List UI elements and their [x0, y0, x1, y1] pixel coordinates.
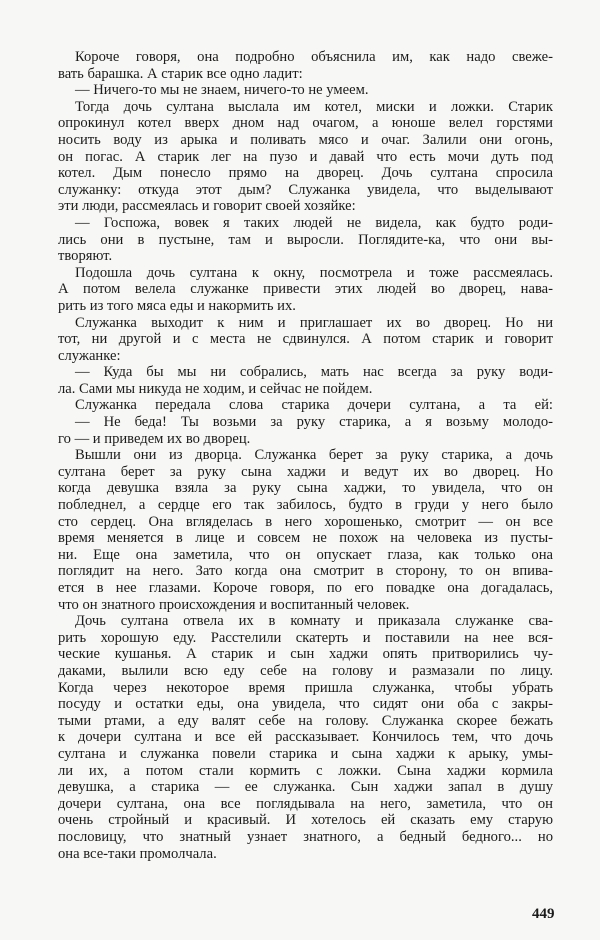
- paragraph: [58, 447, 553, 613]
- paragraph: [58, 215, 553, 265]
- paragraph: [58, 613, 553, 862]
- text-line: очень стройный и красивый. И хотелось ей сказать ему старую: [58, 812, 553, 829]
- text-line: она все-таки промолчала.: [58, 845, 217, 862]
- text-line: лись они в пустыне, там и выросли. Поглядите-ка, что они вы-: [58, 231, 553, 248]
- paragraph: [58, 99, 553, 215]
- paragraph: [58, 315, 553, 365]
- text-line: служанку: откуда этот дым? Служанка увидела, что выделывают: [58, 181, 553, 198]
- text-line: Дочь султана отвела их в комнату и приказала служанке сва-: [75, 613, 553, 630]
- page-number: 449: [532, 906, 555, 922]
- paragraph: [58, 364, 553, 397]
- text-line: носить воду из арыка и поливать мясо и очаг. Залили они огонь,: [58, 131, 553, 148]
- text-line: посуду и остатки еды, она увидела, что сидят они оба с закры-: [58, 696, 553, 713]
- text-line: побледнел, а сердце его так забилось, будто в груди у него было: [58, 497, 553, 514]
- text-line: он погас. А старик лег на пузо и давай что есть мочи дуть под: [58, 148, 553, 165]
- text-line: тот, ни другой и с места не сдвинулся. А потом старик и говорит: [58, 331, 553, 348]
- text-line: ли их, а потом стали кормить с ложки. Сына хаджи кормила: [58, 762, 553, 779]
- text-line: Когда через некоторое время пришла служанка, чтобы убрать: [58, 679, 553, 696]
- text-line: султана берет за руку сына хаджи и ведут их во дворец. Но: [58, 463, 553, 480]
- text-line: когда девушка взяла за руку сына хаджи, то увидела, что он: [58, 480, 553, 497]
- text-line: Служанка передала слова старика дочери султана, а та ей:: [75, 397, 553, 414]
- text-line: котел. Дым понесло прямо на дворец. Дочь султана спросила: [58, 165, 553, 182]
- text-line: к дочери султана и все ей рассказывает. Кончилось тем, что дочь: [58, 729, 553, 746]
- paragraph: [58, 49, 553, 82]
- text-line: ется в нее глазами. Короче говоря, по его повадке она догадалась,: [58, 580, 553, 596]
- text-line: девушка, а старика — ее служанка. Сын хаджи запал в душу: [58, 779, 553, 796]
- paragraph: [58, 397, 553, 414]
- text-line: Короче говоря, она подробно объяснила им, как надо свеже-: [75, 49, 553, 65]
- paragraph: [58, 414, 553, 447]
- text-line: эти люди, рассмеялась и говорит своей хозяйке:: [58, 198, 356, 215]
- text-line: рить из того мяса еды и накормить их.: [58, 297, 296, 314]
- text-line: время меняется в лице и совсем не похож на человека из пусты-: [58, 530, 553, 547]
- paragraph: [58, 82, 553, 99]
- text-line: творяют.: [58, 248, 113, 265]
- text-line: вать барашка. А старик все одно ладит:: [58, 65, 303, 82]
- text-line: Служанка выходит к ним и приглашает их во дворец. Но ни: [75, 314, 553, 331]
- text-line: дочери султана, она все поглядывала на него, заметила, что он: [58, 795, 553, 812]
- text-line: опрокинул котел вверх дном над очагом, а юноше велел горстями: [58, 115, 553, 132]
- text-line: А потом велела служанке привести этих людей во дворец, нава-: [58, 281, 553, 298]
- text-line: ни. Еще она заметила, что он опускает глаза, как только она: [58, 546, 553, 563]
- text-line: Вышли они из дворца. Служанка берет за руку старика, а дочь: [75, 447, 553, 464]
- text-line: даками, вылили всю еду себе на голову и размазали по лицу.: [58, 662, 553, 679]
- text-line: — Не беда! Ты возьми за руку старика, а я возьму молодо-: [75, 414, 553, 431]
- text-line: тыми ртами, а еду валят себе на голову. Служанка скорее бежать: [58, 712, 553, 729]
- text-line: пословицу, что знатный узнает знатного, а бедный бедного... но: [58, 828, 553, 845]
- text-line: служанке:: [58, 347, 121, 364]
- text-line: рить хорошую еду. Расстелили скатерть и поставили на нее вся-: [58, 629, 553, 646]
- text-line: — Куда бы мы ни собрались, мать нас всегда за руку води-: [75, 364, 553, 381]
- paragraph: [58, 265, 553, 315]
- text-line: ческие кушанья. А старик и сын хаджи опять притворились чу-: [58, 646, 553, 663]
- text-line: что он знатного происхождения и воспитанный человек.: [58, 596, 410, 613]
- text-line: Подошла дочь султана к окну, посмотрела и тоже рассмеялась.: [75, 264, 553, 281]
- text-line: го — и приведем их во дворец.: [58, 430, 251, 447]
- text-line: ла. Сами мы никуда не ходим, и сейчас не пойдем.: [58, 380, 373, 397]
- text-line: поглядит на него. Зато когда она смотрит в сторону, то он впива-: [58, 563, 553, 580]
- text-line: сто сердец. Она вгляделась в него хорошенько, смотрит — он все: [58, 513, 553, 530]
- text-line: — Госпожа, вовек я таких людей не видела, как будто роди-: [75, 214, 553, 231]
- text-line: Тогда дочь султана выслала им котел, миски и ложки. Старик: [75, 98, 553, 115]
- text-line: — Ничего-то мы не знаем, ничего-то не умеем.: [75, 82, 369, 99]
- text-line: султана и служанка повели старика и сына хаджи к арыку, умы-: [58, 745, 553, 762]
- page-text: [58, 49, 553, 862]
